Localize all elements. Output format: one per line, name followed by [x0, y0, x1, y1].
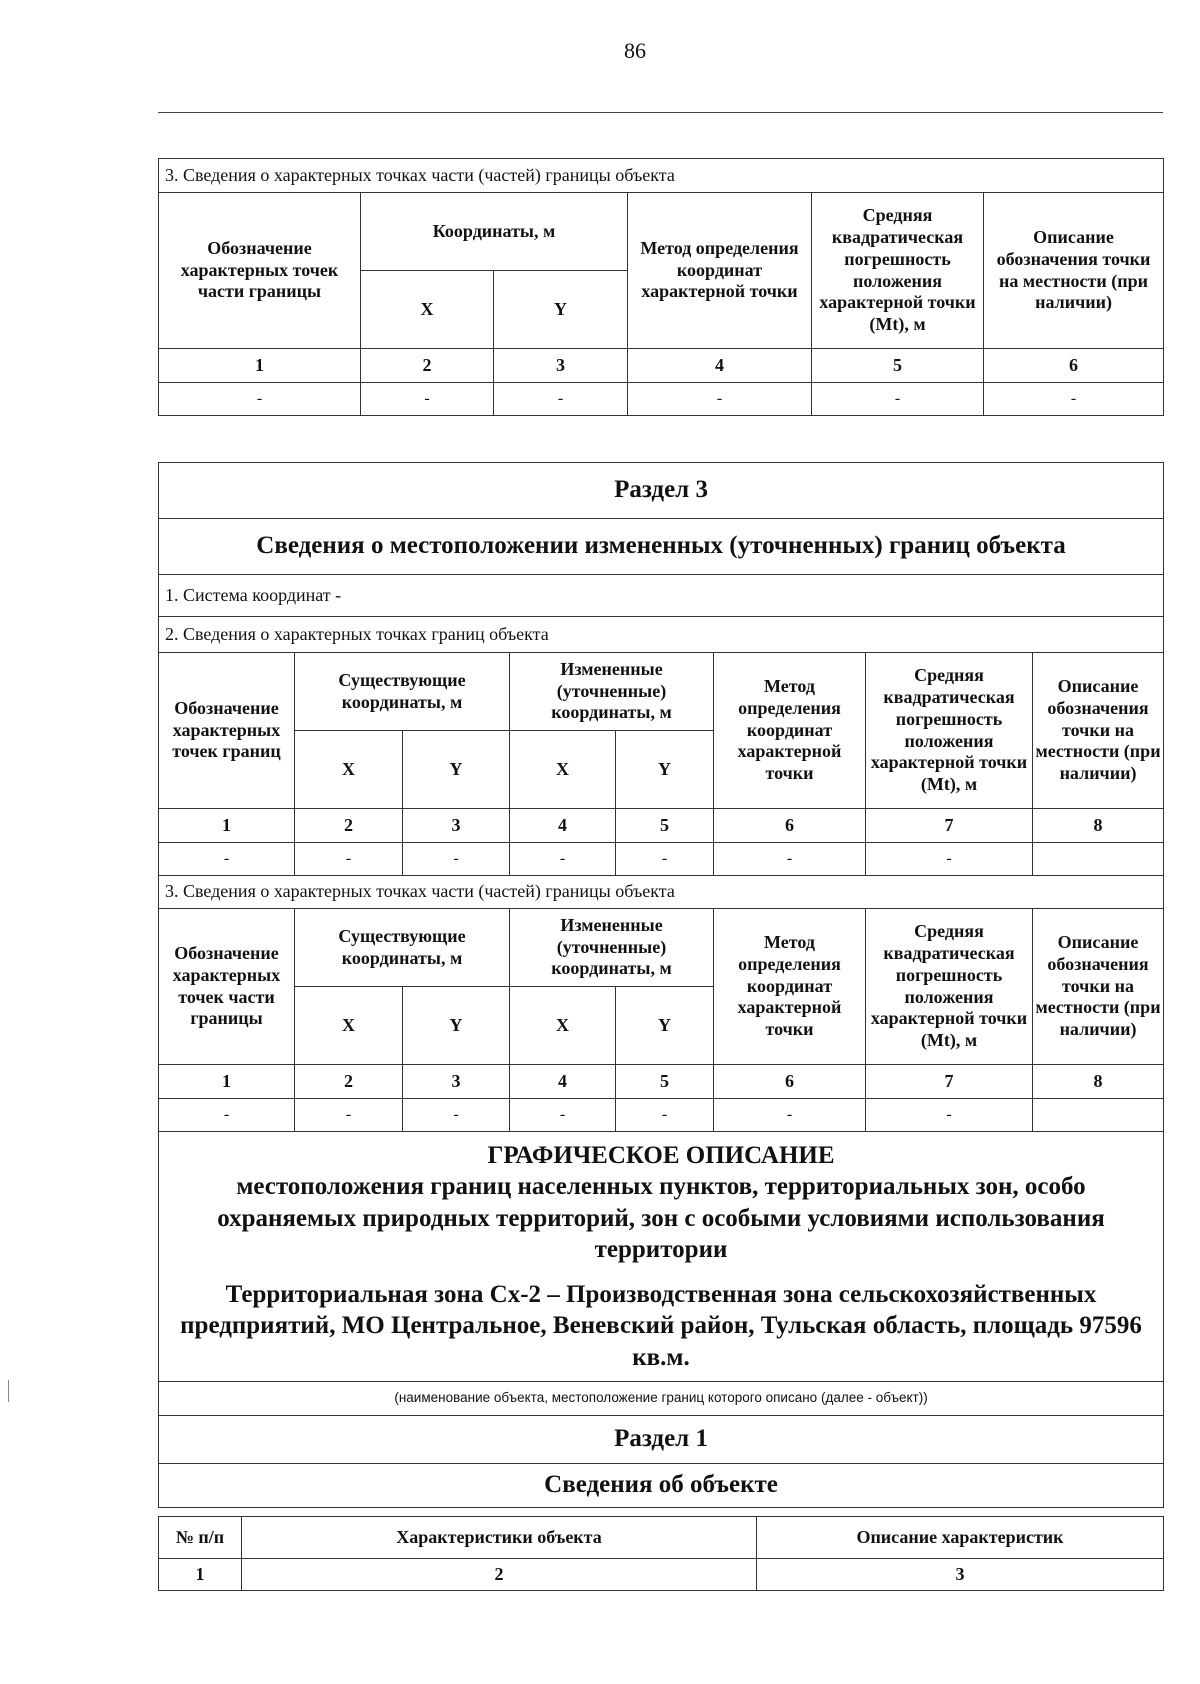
section3-table	[158, 462, 1164, 1508]
table-cell: -	[295, 1099, 403, 1132]
section3-title: Раздел 3	[159, 463, 1164, 519]
parts-section-title: 3. Сведения о характерных точках части (частей) границы объекта	[159, 159, 1164, 193]
table-cell: -	[510, 1099, 616, 1132]
header-designation: Обозначение характерных точек части границы	[159, 193, 361, 349]
header-x: X	[510, 987, 616, 1065]
header-y: Y	[616, 731, 714, 809]
col-number: 1	[159, 809, 295, 843]
table-cell: -	[628, 383, 812, 416]
col-number: 5	[616, 809, 714, 843]
col-number: 5	[616, 1065, 714, 1099]
header-y: Y	[403, 987, 510, 1065]
header-description: Описание обозначения точки на местности (при наличии)	[1033, 909, 1164, 1065]
coordinate-system: 1. Система координат -	[159, 575, 1164, 617]
col-number: 3	[494, 349, 628, 383]
col-number: 2	[295, 809, 403, 843]
col-number: 3	[403, 809, 510, 843]
col-number: 4	[510, 1065, 616, 1099]
header-method: Метод определения координат характерной точки	[714, 653, 866, 809]
parts-points-table-top	[158, 158, 1164, 416]
table-cell: -	[159, 1099, 295, 1132]
col-number: 4	[510, 809, 616, 843]
col-number: 1	[159, 1065, 295, 1099]
header-characteristics-description: Описание характеристик	[757, 1517, 1164, 1559]
header-y: Y	[494, 271, 628, 349]
header-rule	[158, 112, 1163, 113]
header-description: Описание обозначения точки на местности (при наличии)	[1033, 653, 1164, 809]
table-cell: -	[295, 843, 403, 876]
col-number: 3	[403, 1065, 510, 1099]
header-x: X	[295, 987, 403, 1065]
col-number: 8	[1033, 809, 1164, 843]
section3-subtitle: Сведения о местоположении измененных (уточненных) границ объекта	[159, 519, 1164, 575]
header-x: X	[510, 731, 616, 809]
header-method: Метод определения координат характерной точки	[628, 193, 812, 349]
table-cell: -	[714, 843, 866, 876]
table-cell: -	[159, 843, 295, 876]
col-number: 2	[242, 1559, 757, 1591]
header-description: Описание обозначения точки на местности (при наличии)	[984, 193, 1164, 349]
table-cell: -	[616, 1099, 714, 1132]
points-section-title: 2. Сведения о характерных точках границ объекта	[159, 617, 1164, 653]
col-number: 6	[714, 809, 866, 843]
header-y: Y	[616, 987, 714, 1065]
table-cell: -	[984, 383, 1164, 416]
table-cell	[1033, 843, 1164, 876]
table-cell: -	[866, 843, 1033, 876]
graphic-description	[159, 1132, 1164, 1382]
table-cell: -	[616, 843, 714, 876]
parts-section-title: 3. Сведения о характерных точках части (частей) границы объекта	[159, 876, 1164, 909]
margin-mark	[8, 1380, 9, 1402]
col-number: 6	[984, 349, 1164, 383]
header-y: Y	[403, 731, 510, 809]
header-changed-coords: Измененные (уточненные) координаты, м	[510, 653, 714, 731]
header-x: X	[295, 731, 403, 809]
col-number: 5	[812, 349, 984, 383]
header-changed-coords: Измененные (уточненные) координаты, м	[510, 909, 714, 987]
header-existing-coords: Существующие координаты, м	[295, 909, 510, 987]
header-designation-parts: Обозначение характерных точек части границы	[159, 909, 295, 1065]
header-designation: Обозначение характерных точек границ	[159, 653, 295, 809]
table-cell: -	[494, 383, 628, 416]
col-number: 1	[159, 349, 361, 383]
table-cell: -	[510, 843, 616, 876]
col-number: 7	[866, 809, 1033, 843]
section1-table	[158, 1516, 1164, 1591]
header-characteristics: Характеристики объекта	[242, 1517, 757, 1559]
section1-title: Раздел 1	[159, 1415, 1164, 1463]
territorial-zone: Территориальная зона Сх-2 – Производственная зона сельскохозяйственных предприятий, МО Центральное, Веневский район, Тульская область, площадь 97596 кв.м.	[180, 1281, 1142, 1371]
col-number: 8	[1033, 1065, 1164, 1099]
header-x: X	[361, 271, 494, 349]
object-caption: (наименование объекта, местоположение границ которого описано (далее - объект))	[159, 1381, 1164, 1415]
header-error: Средняя квадратическая погрешность положения характерной точки (Mt), м	[866, 909, 1033, 1065]
section1-subtitle: Сведения об объекте	[159, 1463, 1164, 1507]
header-method: Метод определения координат характерной точки	[714, 909, 866, 1065]
col-number: 6	[714, 1065, 866, 1099]
table-cell	[1033, 1099, 1164, 1132]
graphic-subtitle: местоположения границ населенных пунктов, территориальных зон, особо охраняемых природных территорий, зон с особыми условиями использования территории	[217, 1173, 1105, 1263]
col-number: 1	[159, 1559, 242, 1591]
col-number: 3	[757, 1559, 1164, 1591]
col-number: 2	[295, 1065, 403, 1099]
col-number: 4	[628, 349, 812, 383]
table-cell: -	[812, 383, 984, 416]
header-coordinates: Координаты, м	[361, 193, 628, 271]
col-number: 2	[361, 349, 494, 383]
header-existing-coords: Существующие координаты, м	[295, 653, 510, 731]
table-cell: -	[403, 1099, 510, 1132]
table-cell: -	[361, 383, 494, 416]
page-number: 86	[624, 38, 646, 63]
table-cell: -	[403, 843, 510, 876]
header-error: Средняя квадратическая погрешность положения характерной точки (Mt), м	[812, 193, 984, 349]
table-cell: -	[714, 1099, 866, 1132]
header-error: Средняя квадратическая погрешность положения характерной точки (Mt), м	[866, 653, 1033, 809]
table-cell: -	[866, 1099, 1033, 1132]
header-number: № п/п	[159, 1517, 242, 1559]
table-cell: -	[159, 383, 361, 416]
col-number: 7	[866, 1065, 1033, 1099]
graphic-title: ГРАФИЧЕСКОЕ ОПИСАНИЕ	[487, 1142, 835, 1169]
